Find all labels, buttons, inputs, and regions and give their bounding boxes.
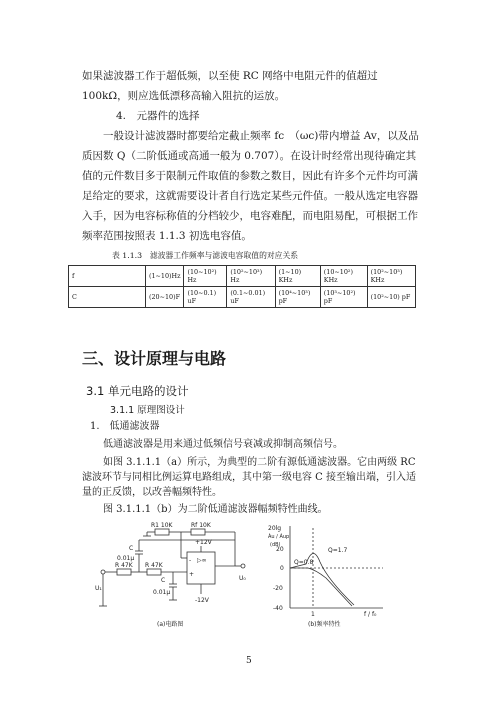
c-label-b: C [161, 577, 166, 584]
frequency-response-graph [268, 520, 393, 630]
q-label-low: Q=0.8 [294, 559, 314, 566]
r-label-b: R 47K [145, 562, 163, 569]
graph-ylabel-ratio: Ȧu / Ȧup [268, 534, 290, 540]
table-cell: (10~10²) Hz [184, 266, 227, 287]
r1-label: R1 10K [151, 522, 173, 529]
minus-sign: - [189, 557, 192, 564]
y-tick-neg40: -40 [273, 605, 283, 612]
table-cell: (10²~10³) KHz [367, 266, 415, 287]
subsubsection-heading: 3.1.1 原理图设计 [110, 405, 185, 416]
r-label-a: R 47K [115, 562, 133, 569]
c-label-a: C [129, 545, 134, 552]
vpos-label: +12V [195, 539, 212, 546]
table-cell: (10~0.1) uF [184, 287, 227, 308]
section-heading: 三、设计原理与电路 [82, 349, 227, 368]
x-axis-label: f / f₀ [364, 611, 377, 618]
rf-label: Rf 10K [191, 522, 211, 529]
table-row [69, 287, 416, 308]
q-label-high: Q=1.7 [328, 547, 348, 554]
lowpass-circuit-diagram [95, 522, 255, 632]
paragraph-figure-ref: 图 3.1.1.1（b）为二阶低通滤波器幅频特性曲线。 [103, 504, 328, 515]
c-value-b: 0.01μ [153, 589, 171, 596]
table-row [69, 266, 416, 287]
plus-sign: + [189, 571, 195, 578]
capacitor-table [68, 265, 416, 308]
x-tick-1: 1 [311, 611, 315, 618]
graph-unit: (dB) [270, 542, 281, 548]
paragraph-op-amp: 如果滤波器工作于超低频，以至使 RC 网络中电阻元件的值超过 100kΩ，则应选低漂移高输入阻抗的运放。 [82, 70, 378, 102]
table-cell: (20~10)F [146, 287, 184, 308]
amp-symbol: ▷∞ [197, 557, 207, 564]
table-cell: (0.1~0.01) uF [227, 287, 275, 308]
vneg-label: -12V [195, 597, 209, 604]
output-label: U₀ [239, 575, 246, 582]
table-cell: (1~10) KHz [275, 266, 320, 287]
paragraph-lowpass-circuit: 如图 3.1.1.1（a）所示，为典型的二阶有源低通滤波器。它由两级 RC 滤波环节与同相比例运算电路组成，其中第一级电容 C 接至输出端，引入适量的正反馈，以改善幅频特性。 [82, 457, 417, 498]
list-item-4: 4. 元器件的选择 [116, 110, 200, 122]
table-cell: (10²~10) pF [367, 287, 415, 308]
y-tick-0: 0 [280, 565, 284, 572]
table-cell: (10³~10²) pF [320, 287, 367, 308]
table-cell: (10⁴~10³) pF [275, 287, 320, 308]
graph-ylabel-top: 20lg [268, 525, 282, 532]
c-value-a: 0.01μ [117, 555, 135, 562]
table-cell: C [69, 287, 146, 308]
table-cell: f [69, 266, 146, 287]
y-tick-20: 20 [276, 546, 284, 553]
list-item-1: 1. 低通滤波器 [90, 421, 160, 432]
graph-caption: (b)频率特性 [308, 621, 341, 628]
paragraph-component-selection: 一般设计滤波器时都要给定截止频率 fc （ωc)带内增益 Av，以及品质因数 Q（二阶低通或高通一般为 0.707）。在设计时经常出现待确定其值的元件数目多于限制元件取值的参数之数目，因此有许多个元件均可满足给定的要求，这就需要设计者自行选定某些元件值。一般从选定电容器入手，因为电容标称值的分档较少，电容难配，而电阻易配，可根据工作频率范围按照表 1.1.3 初选电容值。 [82, 130, 419, 242]
table-caption: 表 1.1.3 滤波器工作频率与滤波电容取值的对应关系 [112, 251, 299, 260]
paragraph-lowpass-intro: 低通滤波器是用来通过低频信号衰减或抑制高频信号。 [103, 439, 343, 450]
circuit-caption: (a)电路图 [157, 621, 184, 628]
table-cell: (10~10²) KHz [320, 266, 367, 287]
table-cell: (1~10)Hz [146, 266, 184, 287]
input-label: U₁ [95, 585, 102, 592]
y-tick-neg20: -20 [273, 585, 283, 592]
page-number: 5 [246, 656, 252, 666]
subsection-heading: 3.1 单元电路的设计 [86, 384, 189, 398]
table-cell: (10²~10³) Hz [227, 266, 275, 287]
